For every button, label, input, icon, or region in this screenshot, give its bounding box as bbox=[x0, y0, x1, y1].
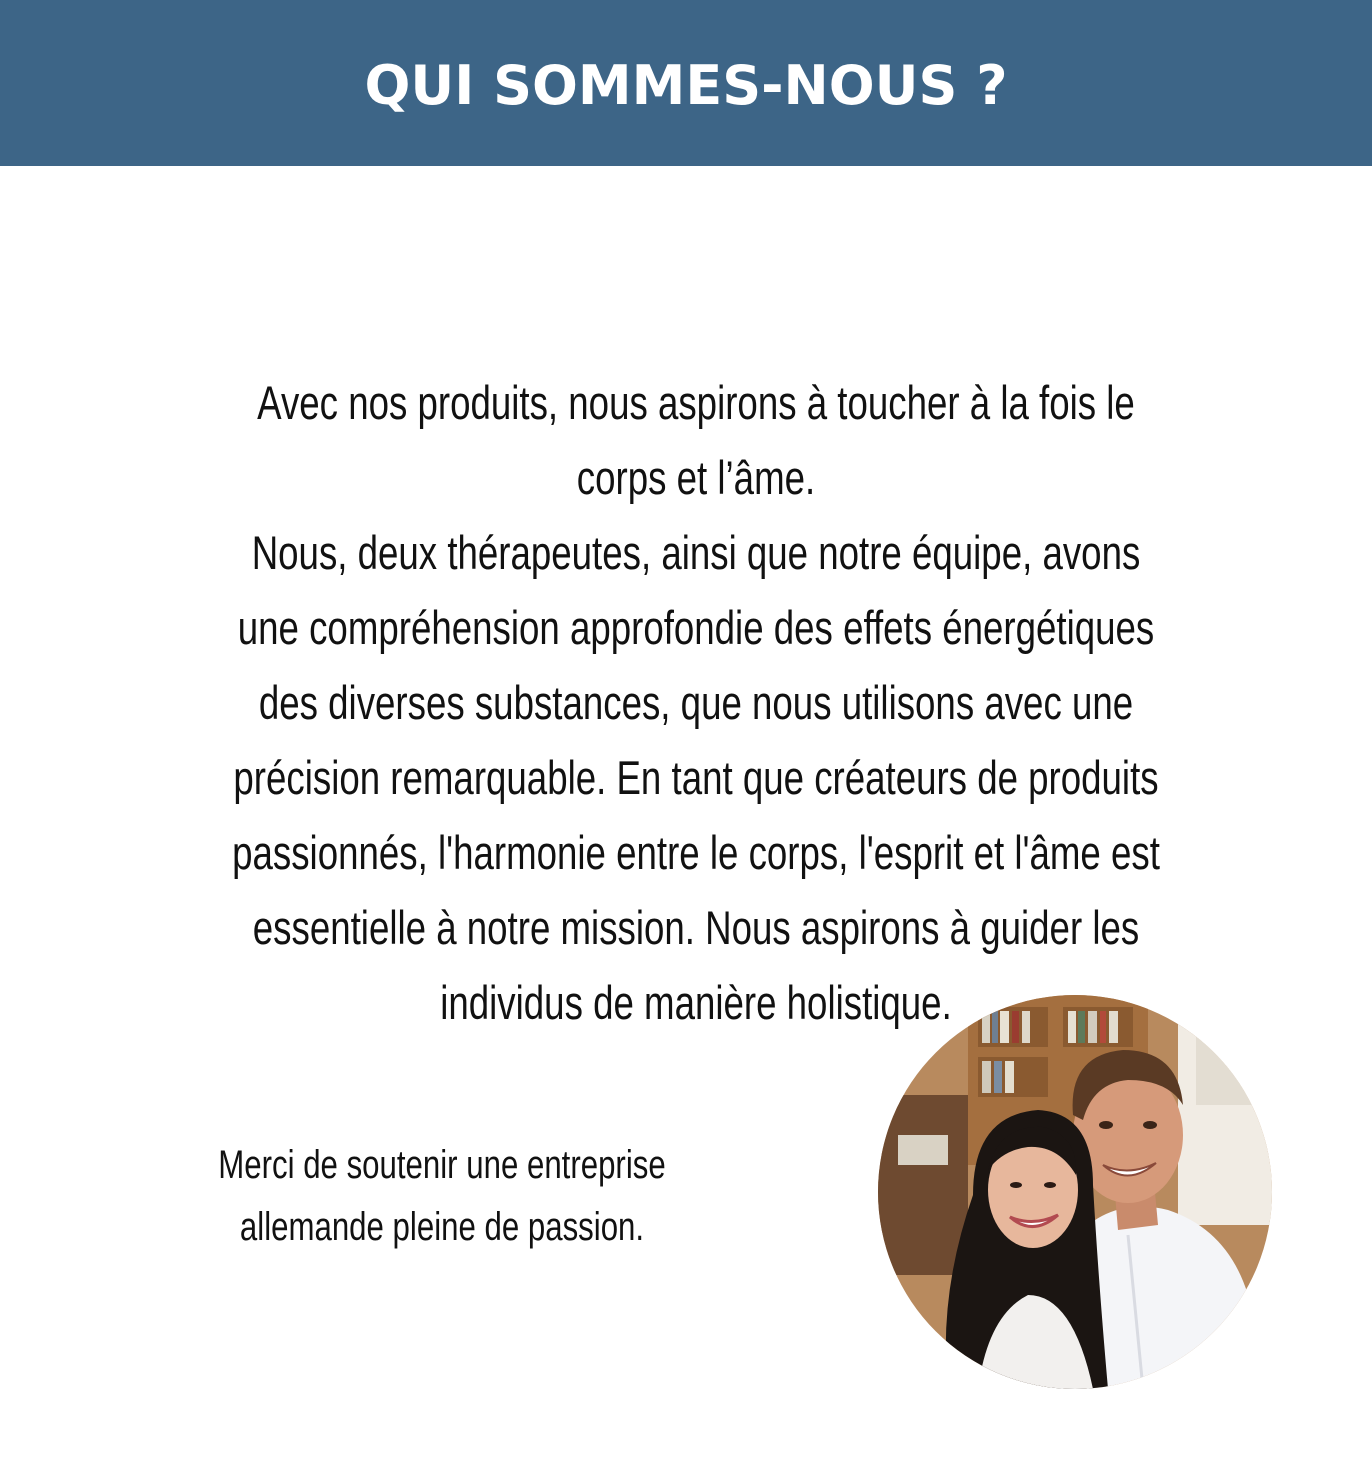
thanks-message bbox=[185, 1134, 700, 1258]
page-title: QUI SOMMES-NOUS ? bbox=[364, 53, 1008, 117]
thanks-line-1: Merci de soutenir une entreprise bbox=[218, 1143, 666, 1187]
about-paragraph-1: Avec nos produits, nous aspirons à toucher à la fois le corps et l’âme. bbox=[257, 376, 1135, 504]
portrait-illustration bbox=[878, 995, 1272, 1389]
couple-portrait-photo bbox=[878, 995, 1272, 1389]
about-text bbox=[228, 365, 1164, 1040]
about-paragraph-2: Nous, deux thérapeutes, ainsi que notre équipe, avons une compréhension approfondie des effets énergétiques des diverses substances, que nous utilisons avec une précision remarquable. En tant que créateurs de produits passionnés, l'harmonie entre le corps, l'esprit et l'âme est essentielle à notre mission. Nous aspirons à guider les individus de manière holistique. bbox=[232, 526, 1160, 1029]
page-header bbox=[0, 0, 1372, 166]
thanks-line-2: allemande pleine de passion. bbox=[239, 1205, 645, 1249]
